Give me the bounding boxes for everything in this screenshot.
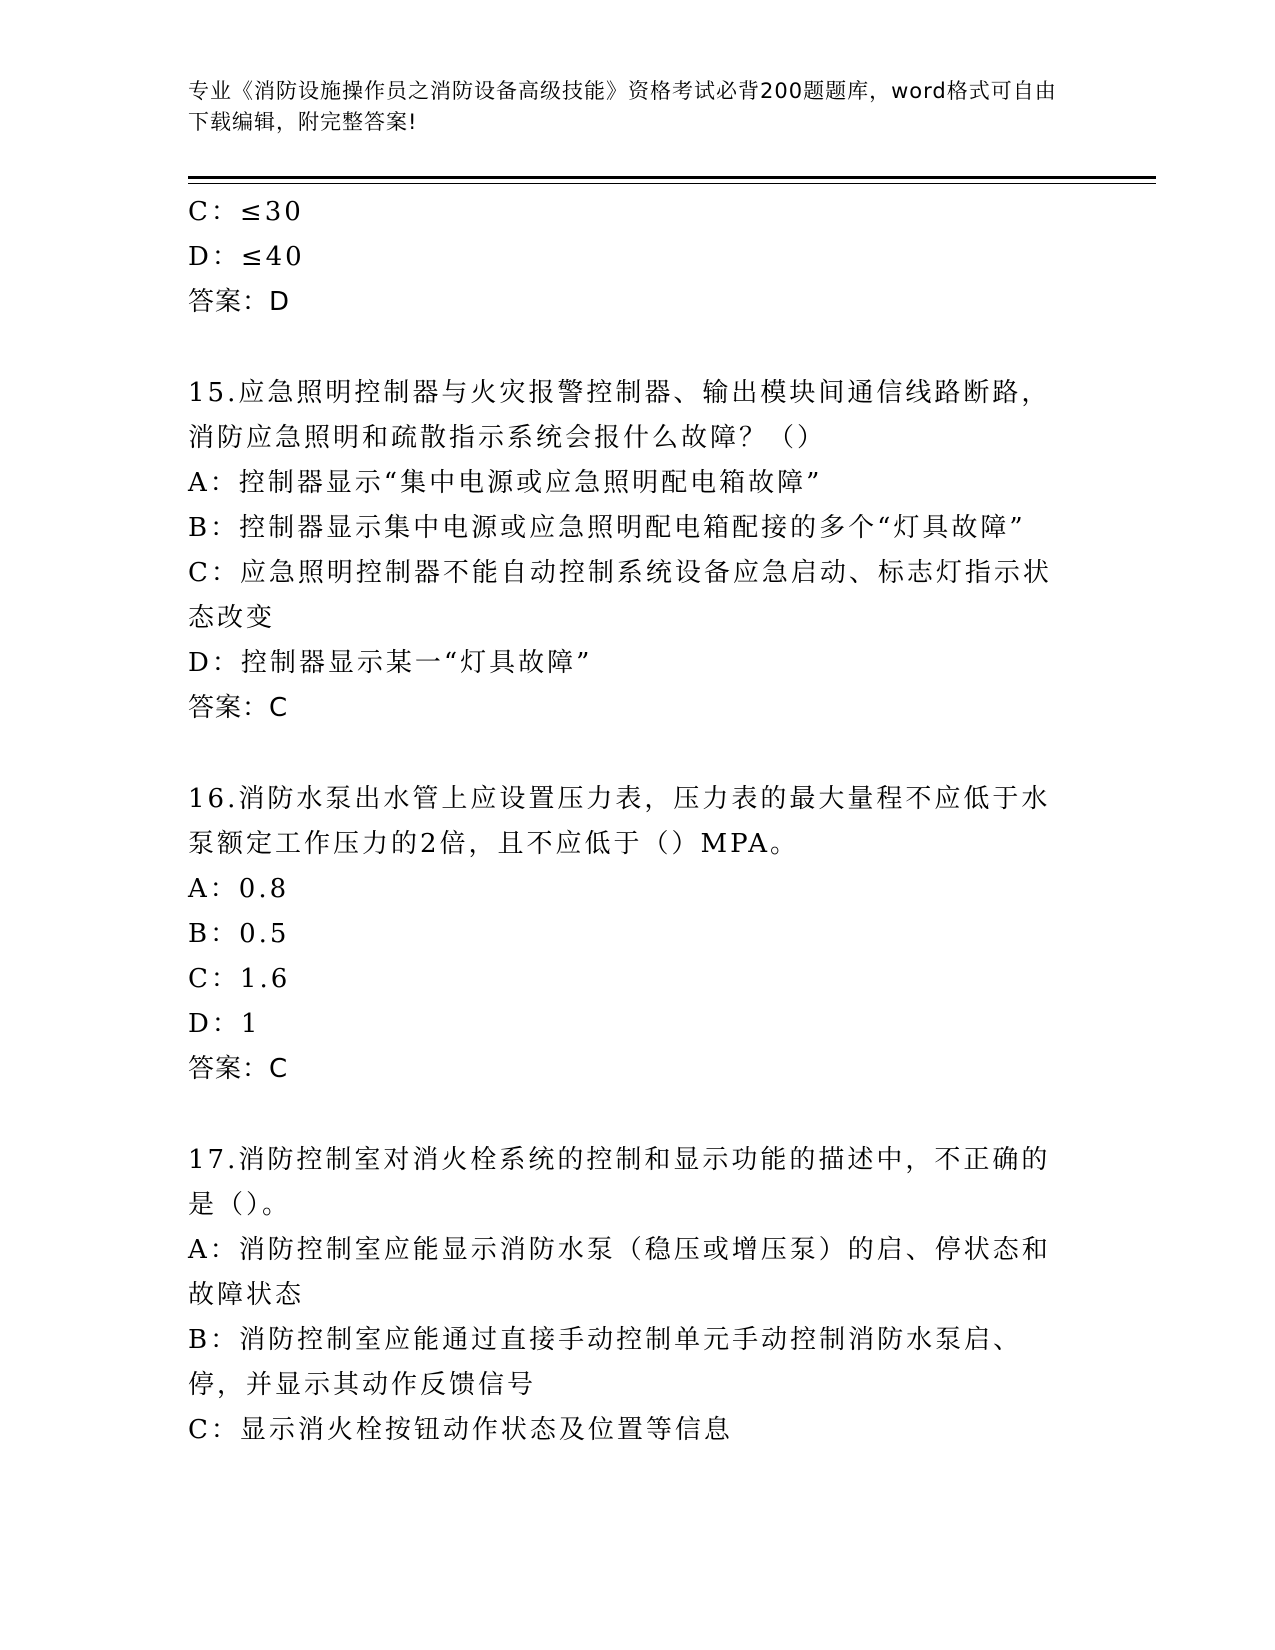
option-b: B：消防控制室应能通过直接手动控制单元手动控制消防水泵启、停，并显示其动作反馈信号 — [188, 1325, 1023, 1400]
option-a: A：0.8 — [188, 874, 290, 904]
option-c: C：应急照明控制器不能自动控制系统设备应急启动、标志灯指示状态改变 — [188, 558, 1052, 633]
option-b: B：0.5 — [188, 919, 290, 949]
option-c: C：≤30 — [188, 197, 304, 227]
question-15 — [188, 371, 1068, 731]
question-stem: 15.应急照明控制器与火灾报警控制器、输出模块间通信线路断路，消防应急照明和疏散指示系统会报什么故障？（） — [188, 378, 1051, 453]
answer-line: 答案：C — [188, 1054, 289, 1084]
option-d: D：≤40 — [188, 242, 305, 272]
option-d: D：1 — [188, 1009, 261, 1039]
answer-line: 答案：D — [188, 287, 291, 317]
answer-line: 答案：C — [188, 693, 289, 723]
page-header-title: 专业《消防设施操作员之消防设备高级技能》资格考试必背200题题库，word格式可自由下载编辑，附完整答案! — [188, 79, 1057, 134]
question-17 — [188, 1138, 1068, 1453]
option-b: B：控制器显示集中电源或应急照明配电箱配接的多个“灯具故障” — [188, 513, 1026, 543]
question-stem: 16.消防水泵出水管上应设置压力表，压力表的最大量程不应低于水泵额定工作压力的2倍，且不应低于（）MPA。 — [188, 784, 1051, 859]
question-16 — [188, 777, 1068, 1092]
page-header — [188, 76, 1068, 138]
option-d: D：控制器显示某一“灯具故障” — [188, 648, 593, 678]
option-a: A：控制器显示“集中电源或应急照明配电箱故障” — [188, 468, 823, 498]
option-c: C：1.6 — [188, 964, 291, 994]
header-divider-thick — [188, 176, 1156, 179]
option-c: C：显示消火栓按钮动作状态及位置等信息 — [188, 1415, 733, 1445]
header-divider-thin — [188, 183, 1156, 184]
partial-question — [188, 190, 1068, 325]
question-content — [188, 190, 1068, 1453]
question-stem: 17.消防控制室对消火栓系统的控制和显示功能的描述中，不正确的是（）。 — [188, 1145, 1051, 1220]
option-a: A：消防控制室应能显示消防水泵（稳压或增压泵）的启、停状态和故障状态 — [188, 1235, 1051, 1310]
